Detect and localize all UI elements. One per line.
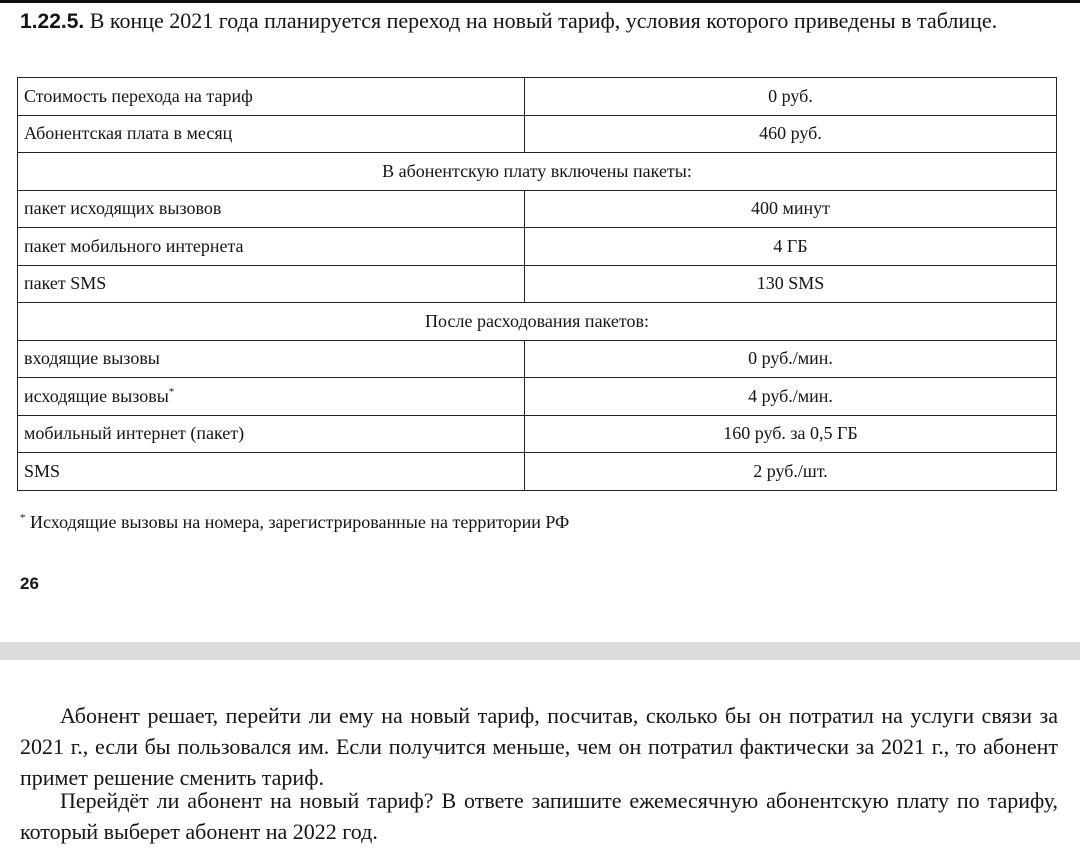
row-label: пакет мобильного интернета (18, 228, 525, 266)
row-value: 2 руб./шт. (525, 453, 1057, 491)
row-value: 130 SMS (525, 265, 1057, 303)
row-value: 400 минут (525, 190, 1057, 228)
problem-number: 1.22.5. (20, 10, 85, 33)
tariff-table (17, 77, 1057, 491)
row-label: мобильный интернет (пакет) (18, 415, 525, 453)
table-row (18, 78, 1057, 116)
problem-statement (20, 6, 1065, 36)
problem-text: В конце 2021 года планируется переход на новый тариф, условия которого приведены в таблице. (89, 8, 998, 33)
row-value: 460 руб. (525, 115, 1057, 153)
section-header-after: После расходования пакетов: (18, 303, 1057, 341)
row-value: 0 руб. (525, 78, 1057, 116)
row-label: Абонентская плата в месяц (18, 115, 525, 153)
table-section-header (18, 153, 1057, 191)
row-label: SMS (18, 453, 525, 491)
row-value: 0 руб./мин. (525, 340, 1057, 378)
page-bottom (0, 660, 1080, 860)
row-label: Стоимость перехода на тариф (18, 78, 525, 116)
table-row (18, 378, 1057, 416)
table-row (18, 190, 1057, 228)
footnote (20, 512, 569, 533)
row-value: 160 руб. за 0,5 ГБ (525, 415, 1057, 453)
footnote-text: Исходящие вызовы на номера, зарегистрированные на территории РФ (30, 512, 570, 532)
row-value: 4 руб./мин. (525, 378, 1057, 416)
table-row (18, 228, 1057, 266)
page-divider (0, 642, 1080, 660)
row-label: пакет SMS (18, 265, 525, 303)
footnote-marker: * (20, 512, 26, 524)
row-label-cell (18, 378, 525, 416)
table-row (18, 340, 1057, 378)
page-number: 26 (20, 574, 39, 593)
top-border (0, 0, 1080, 3)
footnote-marker: * (168, 385, 175, 398)
table-row (18, 415, 1057, 453)
row-value: 4 ГБ (525, 228, 1057, 266)
row-label: входящие вызовы (18, 340, 525, 378)
section-header-included: В абонентскую плату включены пакеты: (18, 153, 1057, 191)
paragraph-question: Перейдёт ли абонент на новый тариф? В ответе запишите ежемесячную абонентскую плату по тарифу, который выберет абонент на 2022 год. (20, 788, 1058, 844)
row-label: пакет исходящих вызовов (18, 190, 525, 228)
paragraph-condition: Абонент решает, перейти ли ему на новый тариф, посчитав, сколько бы он потратил на услуги связи за 2021 г., если бы пользовался им. Если получится меньше, чем он потратил фактически за 2021 г., то абонент примет решение сменить тариф. (20, 703, 1058, 790)
table-section-header (18, 303, 1057, 341)
table-row (18, 453, 1057, 491)
table-row (18, 115, 1057, 153)
row-label: исходящие вызовы (24, 385, 169, 406)
table-row (18, 265, 1057, 303)
